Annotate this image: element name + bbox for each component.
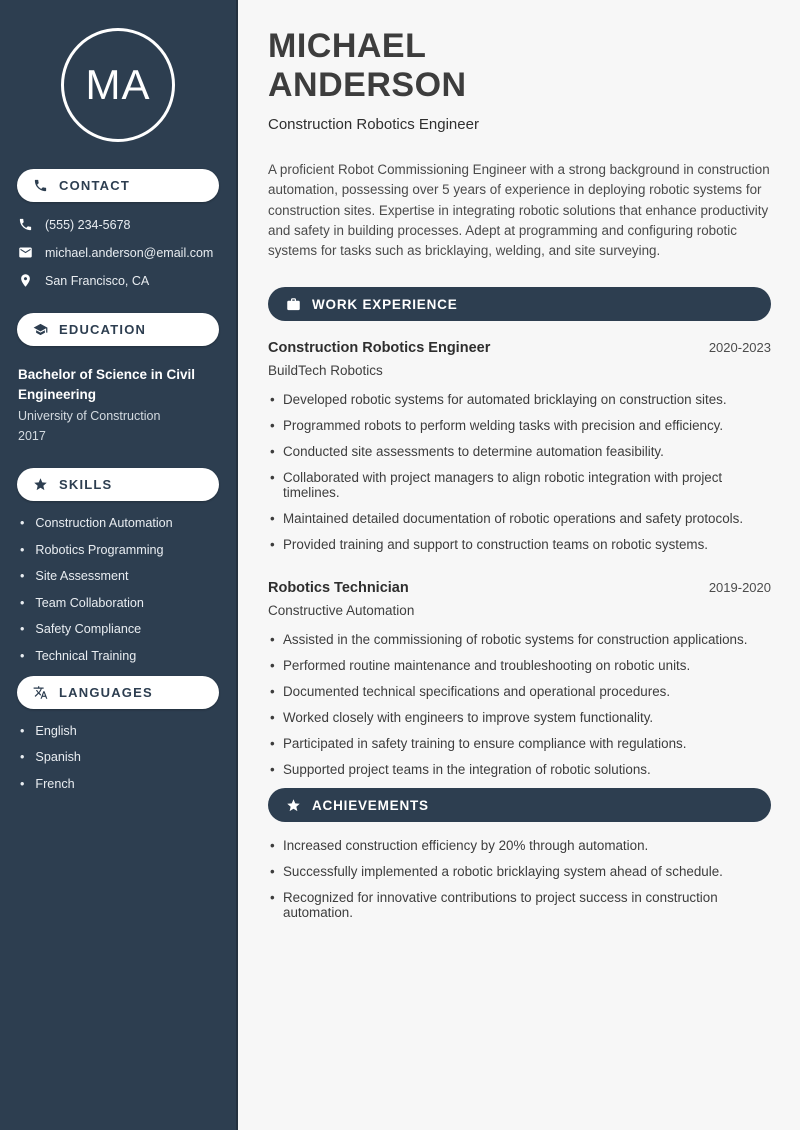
- contact-phone-row: [18, 217, 219, 232]
- job-bullet: • Conducted site assessments to determine automation feasibility.: [268, 444, 771, 459]
- location-text: San Francisco, CA: [45, 273, 150, 288]
- skill-item: • Safety Compliance: [20, 622, 219, 636]
- language-item: • Spanish: [20, 750, 219, 764]
- language-item: • English: [20, 724, 219, 738]
- job-entry: [268, 340, 771, 552]
- job-bullet: • Participated in safety training to ensure compliance with regulations.: [268, 736, 771, 751]
- job-bullet: • Assisted in the commissioning of robotic systems for construction applications.: [268, 632, 771, 647]
- education-entry: [18, 365, 219, 443]
- education-header-label: EDUCATION: [59, 322, 147, 337]
- skill-item: • Robotics Programming: [20, 543, 219, 557]
- star-icon: [286, 798, 301, 813]
- language-item: • French: [20, 777, 219, 791]
- achievement-bullet: • Successfully implemented a robotic bricklaying system ahead of schedule.: [268, 864, 771, 879]
- translate-icon: [33, 685, 48, 700]
- summary-paragraph: A proficient Robot Commissioning Engineer with a strong background in construction automation, possessing over 5 years of experience in deploying robotic systems for construction sites. Expertise in integrating robotic solutions that enhance productivity and safety in building processes. Adept at programming and configuring robotic systems for tasks such as bricklaying, welding, and site surveying.: [268, 162, 770, 259]
- education-school: University of Construction: [18, 409, 161, 423]
- contact-list: [18, 217, 219, 288]
- job-bullet: • Programmed robots to perform welding tasks with precision and efficiency.: [268, 418, 771, 433]
- sidebar: [0, 0, 238, 1130]
- languages-section-header: [17, 676, 219, 709]
- job-bullet-list: [268, 632, 771, 777]
- phone-number: (555) 234-5678: [45, 217, 131, 232]
- job-dates: 2020-2023: [708, 340, 771, 356]
- phone-icon: [18, 217, 33, 232]
- skill-item: • Team Collaboration: [20, 596, 219, 610]
- education-section-header: [17, 313, 219, 346]
- education-year: 2017: [18, 429, 46, 443]
- email-icon: [18, 245, 33, 260]
- skills-section-header: [17, 468, 219, 501]
- briefcase-icon: [286, 297, 301, 312]
- achievements-list: [268, 838, 771, 920]
- skills-list: [20, 516, 219, 663]
- skill-item: • Site Assessment: [20, 569, 219, 583]
- work-experience-header-label: WORK EXPERIENCE: [312, 296, 458, 312]
- graduation-cap-icon: [33, 322, 48, 337]
- contact-location-row: [18, 273, 219, 288]
- job-bullet-list: [268, 392, 771, 552]
- job-title: Construction Robotics Engineer: [268, 340, 491, 357]
- person-job-title: Construction Robotics Engineer: [268, 116, 479, 133]
- education-degree: Bachelor of Science in Civil Engineering: [18, 367, 196, 402]
- contact-email-row: [18, 245, 219, 260]
- job-bullet: • Supported project teams in the integration of robotic solutions.: [268, 762, 771, 777]
- work-experience-banner: [268, 287, 771, 321]
- contact-section-header: [17, 169, 219, 202]
- job-bullet: • Provided training and support to construction teams on robotic systems.: [268, 537, 771, 552]
- job-bullet: • Developed robotic systems for automated bricklaying on construction sites.: [268, 392, 771, 407]
- languages-header-label: LANGUAGES: [59, 684, 153, 700]
- email-address: michael.anderson@email.com: [45, 245, 214, 260]
- job-bullet: • Performed routine maintenance and troubleshooting on robotic units.: [268, 658, 771, 673]
- avatar-initials: MA: [85, 61, 151, 108]
- achievements-header-label: ACHIEVEMENTS: [312, 797, 429, 813]
- location-pin-icon: [18, 273, 33, 288]
- job-dates: 2019-2020: [708, 580, 771, 596]
- job-bullet: • Maintained detailed documentation of robotic operations and safety protocols.: [268, 511, 771, 526]
- phone-icon: [33, 178, 48, 193]
- languages-list: [20, 724, 219, 791]
- achievements-banner: [268, 788, 771, 822]
- job-company: BuildTech Robotics: [268, 363, 383, 379]
- job-title: Robotics Technician: [268, 580, 409, 597]
- job-bullet: • Documented technical specifications and operational procedures.: [268, 684, 771, 699]
- main-content: [238, 0, 800, 1130]
- person-name: [268, 27, 771, 105]
- person-name-line1: MICHAEL: [268, 27, 427, 65]
- job-header: [268, 580, 771, 596]
- skills-header-label: SKILLS: [59, 477, 113, 492]
- star-icon: [33, 477, 48, 492]
- avatar: [61, 28, 175, 142]
- job-company: Constructive Automation: [268, 603, 415, 619]
- person-name-line2: ANDERSON: [268, 66, 467, 104]
- achievement-bullet: • Increased construction efficiency by 20% through automation.: [268, 838, 771, 853]
- skill-item: • Construction Automation: [20, 516, 219, 530]
- contact-header-label: CONTACT: [59, 178, 130, 193]
- skill-item: • Technical Training: [20, 649, 219, 663]
- job-bullet: • Collaborated with project managers to align robotic integration with project timelines.: [268, 470, 771, 500]
- job-header: [268, 340, 771, 356]
- job-entry: [268, 580, 771, 777]
- achievement-bullet: • Recognized for innovative contributions to project success in construction automation.: [268, 890, 771, 920]
- job-bullet: • Worked closely with engineers to improve system functionality.: [268, 710, 771, 725]
